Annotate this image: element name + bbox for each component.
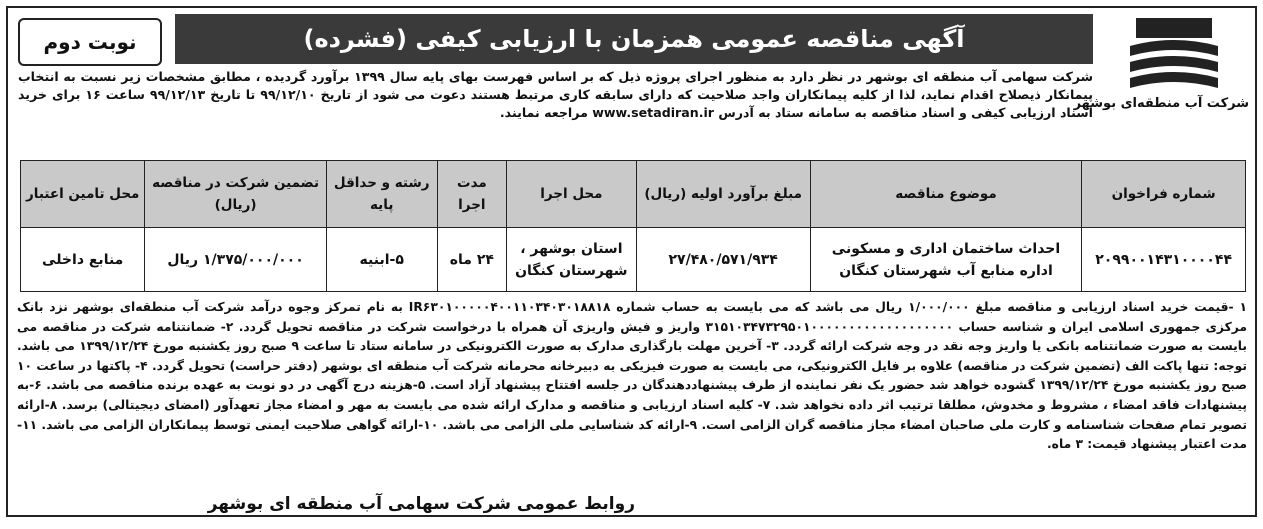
cell-subject: احداث ساختمان اداری و مسکونی اداره منابع آب شهرستان کنگان [810, 228, 1082, 292]
tender-table [20, 160, 1246, 292]
cell-call-number: ۲۰۹۹۰۰۱۴۳۱۰۰۰۰۴۴ [1082, 228, 1246, 292]
company-logo-block [1073, 14, 1249, 132]
cell-location: استان بوشهر ، شهرستان کنگان [507, 228, 637, 292]
header-duration: مدت اجرا [437, 161, 506, 228]
cell-funding: منابع داخلی [21, 228, 145, 292]
header-call-number: شماره فراخوان [1082, 161, 1246, 228]
notice-title: آگهی مناقصه عمومی همزمان با ارزیابی کیفی (فشرده) [175, 14, 1093, 64]
water-company-logo-icon [1126, 16, 1222, 90]
intro-paragraph: شرکت سهامی آب منطقه ای بوشهر در نظر دارد به منظور اجرای پروژه ذیل که بر اساس فهرست بهای پایه سال ۱۳۹۹ برآورد گردیده ، مطابق مشخصات زیر نسبت به انتخاب پیمانکار ذیصلاح اقدام نماید، لذا از کلیه پیمانکاران واجد صلاحیت که دارای سابقه کاری مرتبط هستند دعوت می شود از تاریخ ۹۹/۱۲/۱۰ تا تاریخ ۹۹/۱۲/۱۳ ساعت ۱۶ برای خرید اسناد ارزیابی کیفی و اسناد مناقصه به سامانه ستاد به آدرس www.setadiran.ir مراجعه نمایند. [18, 69, 1093, 120]
publication-round-badge: نوبت دوم [18, 18, 162, 66]
company-name: شرکت آب منطقه‌ای بوشهر [1073, 96, 1249, 111]
tender-notice [6, 6, 1257, 517]
cell-duration: ۲۴ ماه [437, 228, 506, 292]
header-subject: موضوع مناقصه [810, 161, 1082, 228]
header-location: محل اجرا [507, 161, 637, 228]
table-row [21, 228, 1246, 292]
footer-signature: روابط عمومی شرکت سهامی آب منطقه ای بوشهر [207, 494, 635, 514]
cell-guarantee: ۱/۳۷۵/۰۰۰/۰۰۰ ریال [145, 228, 326, 292]
header-funding: محل تامین اعتبار [21, 161, 145, 228]
cell-estimate: ۲۷/۴۸۰/۵۷۱/۹۳۴ [636, 228, 810, 292]
header-guarantee: تضمین شرکت در مناقصه (ریال) [145, 161, 326, 228]
header-grade: رشته و حداقل پایه [326, 161, 437, 228]
table-header-row [21, 161, 1246, 228]
header-estimate: مبلغ برآورد اولیه (ریال) [636, 161, 810, 228]
cell-grade: ۵-ابنیه [326, 228, 437, 292]
conditions-paragraph: ۱ -قیمت خرید اسناد ارزیابی و مناقصه مبلغ ۱/۰۰۰/۰۰۰ ریال می باشد که می بایست به حساب شماره IR۶۳۰۱۰۰۰۰۰۴۰۰۱۱۰۳۴۰۳۰۱۸۸۱۸ به نام تمرکز وجوه درآمد شرکت آب منطقه‌ای بوشهر نزد بانک مرکزی جمهوری اسلامی ایران و شناسه حساب ۳۱۵۱۰۳۴۷۳۲۹۵۰۱۰۰۰۰۰۰۰۰۰۰۰۰۰۰۰۰۰۰۰ واریز و فیش واریزی آن همراه با درخواست شرکت در مناقصه تحویل گردد. ۲- ضمانتنامه شرکت در مناقصه می بایست به صورت ضمانتنامه بانکی یا واریز وجه نقد در وجه شرکت ارائه گردد. ۳- آخرین مهلت بارگذاری مدارک به صورت الکترونیکی در سامانه ستاد تا ساعت ۹ صبح روز یکشنبه مورخ ۱۳۹۹/۱۲/۲۴ می باشد. توجه: تنها پاکت الف (تضمین شرکت در مناقصه) علاوه بر فایل الکترونیکی، می بایست به صورت فیزیکی به دبیرخانه محرمانه شرکت آب منطقه ای بوشهر (دفتر حراست) تحویل گردد. ۴- پاکتها در ساعت ۱۰ صبح روز یکشنبه مورخ ۱۳۹۹/۱۲/۲۴ گشوده خواهد شد حضور یک نفر نماینده از طرف پیشنهاددهندگان در جلسه افتتاح پیشنهاد آزاد است. ۵-هزینه درج آگهی در دو نوبت به عهده برنده مناقصه می باشد. ۶-به پیشنهادات فاقد امضاء ، مشروط و مخدوش، مطلقا ترتیب اثر داده نخواهد شد. ۷- کلیه اسناد ارزیابی و مناقصه و مدارک ارائه شده می بایست به مهر و امضاء مجاز تعهدآور (امضای دیجیتالی) برسد. ۸-ارائه تصویر تمام صفحات شناسنامه و کارت ملی صاحبان امضاء مجاز مناقصه گران الزامی است. ۹-ارائه کد شناسایی ملی الزامی می باشد. ۱۰-ارائه گواهی صلاحیت ایمنی توسط پیمانکاران الزامی می باشد. ۱۱- مدت اعتبار پیشنهاد قیمت: ۳ ماه. [17, 300, 1248, 452]
